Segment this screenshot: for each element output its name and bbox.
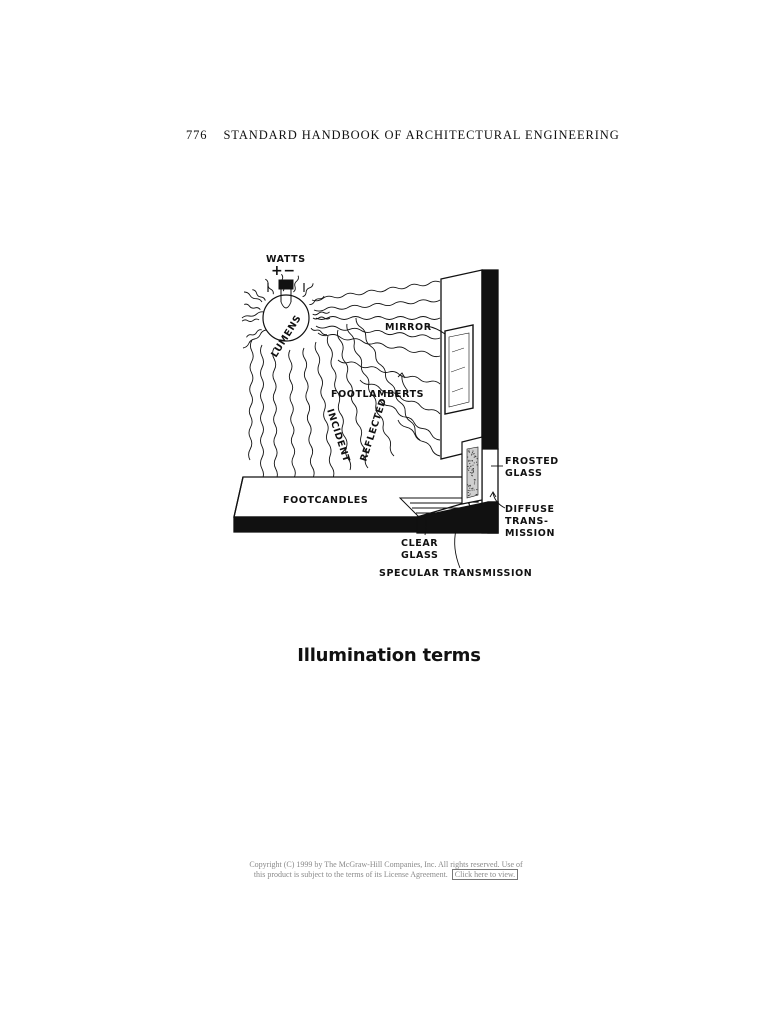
frost-speckle <box>476 489 477 490</box>
frost-speckle <box>474 482 475 483</box>
light-ray <box>249 340 254 460</box>
frost-speckle <box>472 460 473 461</box>
frost-speckle <box>472 451 473 452</box>
frost-speckle <box>470 493 471 494</box>
frost-speckle <box>469 451 470 452</box>
frost-speckle <box>468 486 469 487</box>
light-ray <box>318 333 440 357</box>
frost-speckle <box>473 471 474 472</box>
light-ray <box>309 296 324 305</box>
label-specular-transmission: SPECULAR TRANSMISSION <box>379 568 533 579</box>
running-title: STANDARD HANDBOOK OF ARCHITECTURAL ENGINEERING <box>223 128 620 142</box>
label-trans: TRANS- <box>505 516 549 527</box>
label-footlamberts: FOOTLAMBERTS <box>331 389 425 400</box>
label-frosted-glass: GLASS <box>505 468 543 479</box>
frost-speckle <box>475 456 476 457</box>
frost-speckle <box>474 489 475 490</box>
label-polarity: +− <box>271 263 296 279</box>
frost-speckle <box>469 488 470 489</box>
frost-speckle <box>474 462 475 463</box>
frost-speckle <box>474 457 475 458</box>
mirror <box>445 325 473 414</box>
frost-speckle <box>472 490 473 491</box>
figure-caption: Illumination terms <box>297 645 481 666</box>
frost-speckle <box>468 460 469 461</box>
frost-speckle <box>472 469 473 470</box>
frost-speckle <box>470 472 471 473</box>
frost-speckle <box>469 463 470 464</box>
frost-speckle <box>469 468 470 469</box>
frost-speckle <box>469 490 470 491</box>
label-lumens: LUMENS <box>269 313 304 360</box>
license-link[interactable]: Click here to view. <box>452 869 518 880</box>
frost-speckle <box>470 485 471 486</box>
frost-speckle <box>472 465 473 466</box>
frost-speckle <box>473 470 474 471</box>
light-ray <box>303 348 314 478</box>
light-ray <box>289 350 296 478</box>
frost-speckle <box>471 475 472 476</box>
label-incident: INCIDENT <box>324 407 352 464</box>
frost-speckle <box>468 450 469 451</box>
copyright-line-2: this product is subject to the terms of its License Agreement. <box>253 870 448 879</box>
light-ray <box>380 400 440 440</box>
light-ray <box>242 312 264 318</box>
frost-speckle <box>467 457 468 458</box>
frost-speckle <box>469 449 470 450</box>
light-ray <box>261 345 264 480</box>
frost-speckle <box>471 454 472 455</box>
light-ray <box>313 312 330 315</box>
frost-speckle <box>474 483 475 484</box>
label-clear-glass: GLASS <box>401 550 439 561</box>
label-diffuse: DIFFUSE <box>505 504 555 515</box>
light-ray <box>312 281 440 301</box>
label-watts: WATTS <box>266 254 306 265</box>
label-mirror: MIRROR <box>385 322 432 333</box>
frost-speckle <box>468 470 469 471</box>
frost-speckle <box>476 462 477 463</box>
page-number: 776 <box>186 128 208 142</box>
frost-speckle <box>471 488 472 489</box>
frost-speckle <box>473 468 474 469</box>
light-ray <box>242 319 259 321</box>
frost-speckle <box>477 458 478 459</box>
frost-speckle <box>472 452 473 453</box>
label-clear: CLEAR <box>401 538 439 549</box>
frost-speckle <box>467 484 468 485</box>
light-ray <box>243 330 266 348</box>
frost-speckle <box>468 490 469 491</box>
copyright-notice <box>0 860 768 880</box>
frost-speckle <box>472 488 473 489</box>
label-frosted: FROSTED <box>505 456 559 467</box>
light-ray <box>316 317 440 320</box>
label-reflected: REFLECTED <box>358 396 390 463</box>
copyright-line-1: Copyright (C) 1999 by The McGraw-Hill Companies, Inc. All rights reserved. Use of <box>249 860 523 869</box>
frost-speckle <box>471 470 472 471</box>
frosted-glass-pane <box>462 437 482 504</box>
frost-speckle <box>468 492 469 493</box>
light-ray <box>265 279 273 294</box>
frost-speckle <box>468 466 469 467</box>
frost-speckle <box>470 466 471 467</box>
label-mission: MISSION <box>505 528 556 539</box>
light-ray <box>273 348 278 480</box>
frost-speckle <box>477 464 478 465</box>
light-ray <box>314 300 440 311</box>
frost-speckle <box>470 460 471 461</box>
light-ray <box>338 360 440 384</box>
frost-speckle <box>473 453 474 454</box>
label-footcandles: FOOTCANDLES <box>283 495 369 506</box>
frost-speckle <box>468 495 469 496</box>
copyright-line-2-wrap <box>0 870 768 880</box>
frost-speckle <box>467 468 468 469</box>
frost-speckle <box>476 494 477 495</box>
frost-speckle <box>474 479 475 480</box>
light-ray <box>244 304 260 310</box>
frost-speckle <box>471 472 472 473</box>
